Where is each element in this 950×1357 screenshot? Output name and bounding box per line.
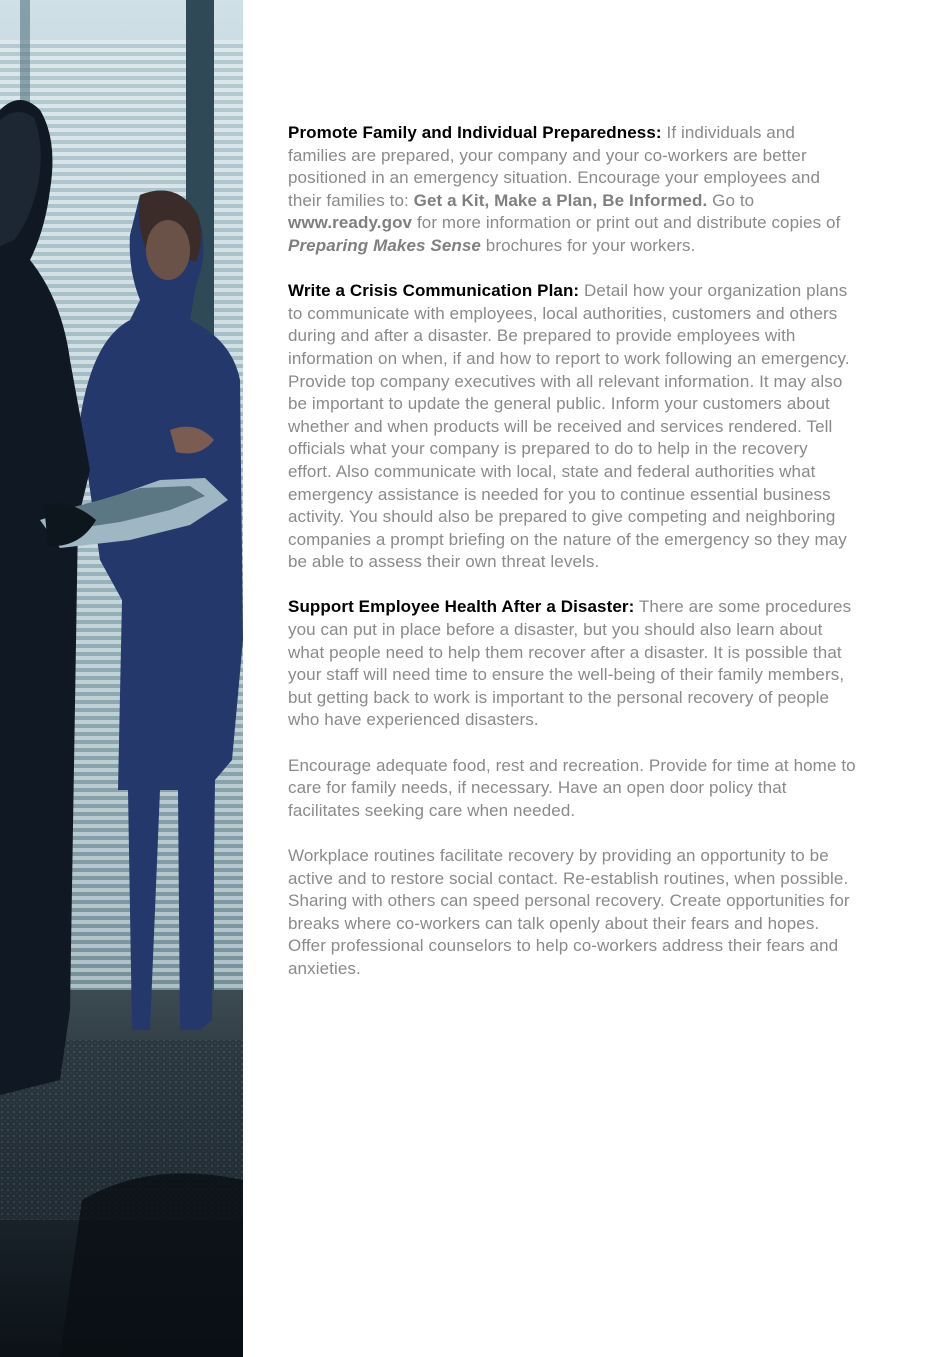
article-body bbox=[288, 122, 856, 1003]
paragraph-employee-health bbox=[288, 596, 856, 732]
paragraph-family-preparedness bbox=[288, 122, 856, 258]
family-text-3: for more information or print out and distribute copies of bbox=[412, 213, 841, 233]
health-body: There are some procedures you can put in place before a disaster, but you should also learn about what people need to help them recover after a disaster. It is possible that your staff will need time to ensure the well-being of their family members, but getting back to work is important to the personal recovery of people who have experienced disasters. bbox=[288, 597, 852, 730]
brochure-title: Preparing Makes Sense bbox=[288, 235, 481, 255]
paragraph-workplace-routines: Workplace routines facilitate recovery by providing an opportunity to be active and to restore social contact. Re-establish routines, when possible. Sharing with others can speed personal recovery. Create opportunities for breaks where co-workers can talk openly about their fears and hopes. Offer professional counselors to help co-workers address their fears and anxieties. bbox=[288, 846, 850, 978]
paragraph-encourage: Encourage adequate food, rest and recreation. Provide for time at home to care for family needs, if necessary. Have an open door policy that facilitates seeking care when needed. bbox=[288, 755, 856, 820]
crisis-body: Detail how your organization plans to communicate with employees, local authorities, customers and others during and after a disaster. Be prepared to provide employees with information on when, if and how to report to work following an emergency. Provide top company executives with all relevant information. It may also be important to update the general public. Inform your customers about whether and when products will be received and services rendered. Tell officials what your company is prepared to do to help in the recovery effort. Also communicate with local, state and federal authorities what emergency assistance is needed for you to continue essential business activity. You should also be prepared to give competing and neighboring companies a prompt briefing on the nature of the emergency so they may be able to assess their own threat levels. bbox=[288, 281, 850, 572]
family-text-2: Go to bbox=[707, 190, 755, 210]
heading-family-preparedness: Promote Family and Individual Preparedness: bbox=[288, 123, 662, 142]
heading-employee-health: Support Employee Health After a Disaster: bbox=[288, 597, 635, 617]
paragraph-crisis-communication bbox=[288, 280, 856, 574]
family-text-1: If individuals and families are prepared, your company and your co-workers are better positioned in an emergency situation. Encourage your employees and their families to: bbox=[288, 123, 821, 210]
ready-gov-link[interactable]: www.ready.gov bbox=[288, 213, 413, 233]
office-meeting-photo bbox=[0, 0, 243, 1357]
family-text-4: brochures for your workers. bbox=[480, 235, 696, 255]
heading-crisis-communication: Write a Crisis Communication Plan: bbox=[288, 281, 580, 301]
kit-plan-informed-callout: Get a Kit, Make a Plan, Be Informed. bbox=[413, 190, 708, 210]
